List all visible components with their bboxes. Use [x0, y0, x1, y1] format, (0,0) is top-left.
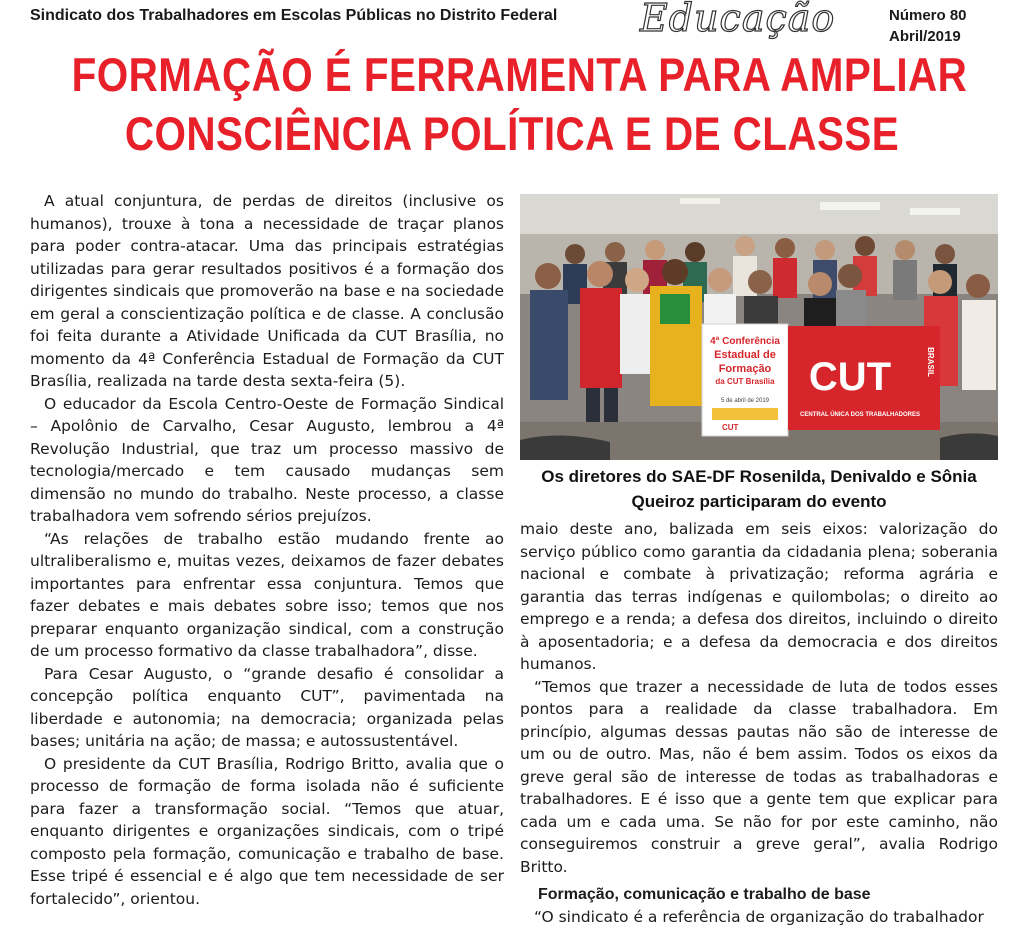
- headline-line-2: CONSCIÊNCIA POLÍTICA E DE CLASSE: [124, 107, 900, 160]
- flag-cut-text: CUT: [808, 355, 892, 399]
- flag-side-text: BRASIL: [926, 347, 935, 377]
- paragraph: O presidente da CUT Brasília, Rodrigo Britto, avalia que o processo de formação de forma isolada não é suficiente para fazer a transformação social. “Temos que atuar, enquanto dirigentes e organizações sindicais, com o tripé composto pela formação, comunicação e trabalho de base. Esse tripé é essencial e é algo que tem necessidade de ser fortalecido”, orientou.: [30, 754, 504, 908]
- event-photo-illustration: [520, 194, 998, 460]
- banner-logo: CUT: [722, 423, 739, 432]
- paragraph: “As relações de trabalho estão mudando frente ao ultraliberalismo e, muitas vezes, deixamos de fazer debates importantes para enfrentar essa conjuntura. Temos que fazer debates e mais debates sobre isso; temos que nos preparar enquanto organização sindical, com a construção de um processo formativo da classe trabalhadora”, disse.: [30, 529, 504, 660]
- banner-title-line-4: da CUT Brasília: [715, 377, 775, 386]
- left-column: [30, 190, 504, 910]
- paragraph: “O sindicato é a referência de organização do trabalhador: [534, 908, 984, 926]
- union-name: Sindicato dos Trabalhadores em Escolas Públicas no Distrito Federal: [30, 7, 558, 24]
- banner-title-line-2: Estadual de: [714, 349, 776, 361]
- headline-line-1: FORMAÇÃO É FERRAMENTA PARA AMPLIAR: [71, 48, 968, 101]
- masthead: [0, 0, 1024, 48]
- photo-caption: Os diretores do SAE-DF Rosenilda, Denivaldo e Sônia Queiroz participaram do evento: [541, 467, 977, 511]
- paragraph: “Temos que trazer a necessidade de luta de todos esses pontos para a realidade da classe trabalhadora. Em princípio, algumas dessas pautas não são de interesse de um ou de outro. Mas, não é bem assim. Todos os eixos da greve geral são de interesse de todas as trabalhadoras e trabalhadores. E é isso que a gente tem que explicar para cada um e cada uma. Se não for por este caminho, não conseguiremos construir a greve geral”, avalia Rodrigo Britto.: [520, 677, 998, 876]
- banner-date: 5 de abril de 2019: [720, 398, 770, 404]
- section-title: Educação: [640, 0, 836, 40]
- issue-info: [889, 5, 967, 47]
- paragraph: O educador da Escola Centro-Oeste de Formação Sindical – Apolônio de Carvalho, Cesar Augusto, lembrou a 4ª Revolução Industrial, que traz um processo massivo de tecnologia/mercado e tem causado mudanças sem dimensão no mundo do trabalho. Neste processo, a classe trabalhadora vem sofrendo sérios prejuízos.: [30, 394, 504, 525]
- subheading: Formação, comunicação e trabalho de base: [538, 886, 871, 903]
- paragraph: A atual conjuntura, de perdas de direitos (inclusive os humanos), trouxe à tona a necessidade de traçar planos para poder contra-atacar. Uma das principais estratégias utilizadas para gerar resultados positivos é a formação dos dirigentes sindicais que promoverão na base e na sociedade em geral a conscientização política e de classe. A conclusão foi feita durante a Atividade Unificada da CUT Brasília, no momento da 4ª Conferência Estadual de Formação da CUT Brasília, realizada na tarde desta sexta-feira (5).: [30, 192, 504, 390]
- conference-banner: [702, 324, 788, 436]
- event-photo: [520, 194, 998, 460]
- right-column: [520, 518, 998, 929]
- paragraph: Para Cesar Augusto, o “grande desafio é consolidar a concepção política enquanto CUT”, pavimentada na liberdade e autonomia; na democracia; organizada pelas bases; unitária na ação; de massa; e autossustentável.: [30, 664, 504, 750]
- banner-title-line-1: 4ª Conferência: [710, 336, 780, 347]
- banner-title-line-3: Formação: [718, 363, 772, 375]
- flag-subtext: CENTRAL ÚNICA DOS TRABALHADORES: [800, 412, 920, 418]
- paragraph: maio deste ano, balizada em seis eixos: valorização do serviço público como garantia da cidadania plena; soberania nacional e combate à privatização; reforma agrária e garantia das terras indígenas e quilombolas; o direito ao emprego e a renda; a defesa dos direitos, incluindo o direito à aposentadoria; e a defesa da democracia e dos direitos humanos.: [520, 520, 998, 673]
- issue-number: Número 80: [889, 7, 967, 24]
- cut-flag: [788, 326, 940, 430]
- issue-date: Abril/2019: [889, 28, 961, 45]
- headline: [71, 45, 968, 163]
